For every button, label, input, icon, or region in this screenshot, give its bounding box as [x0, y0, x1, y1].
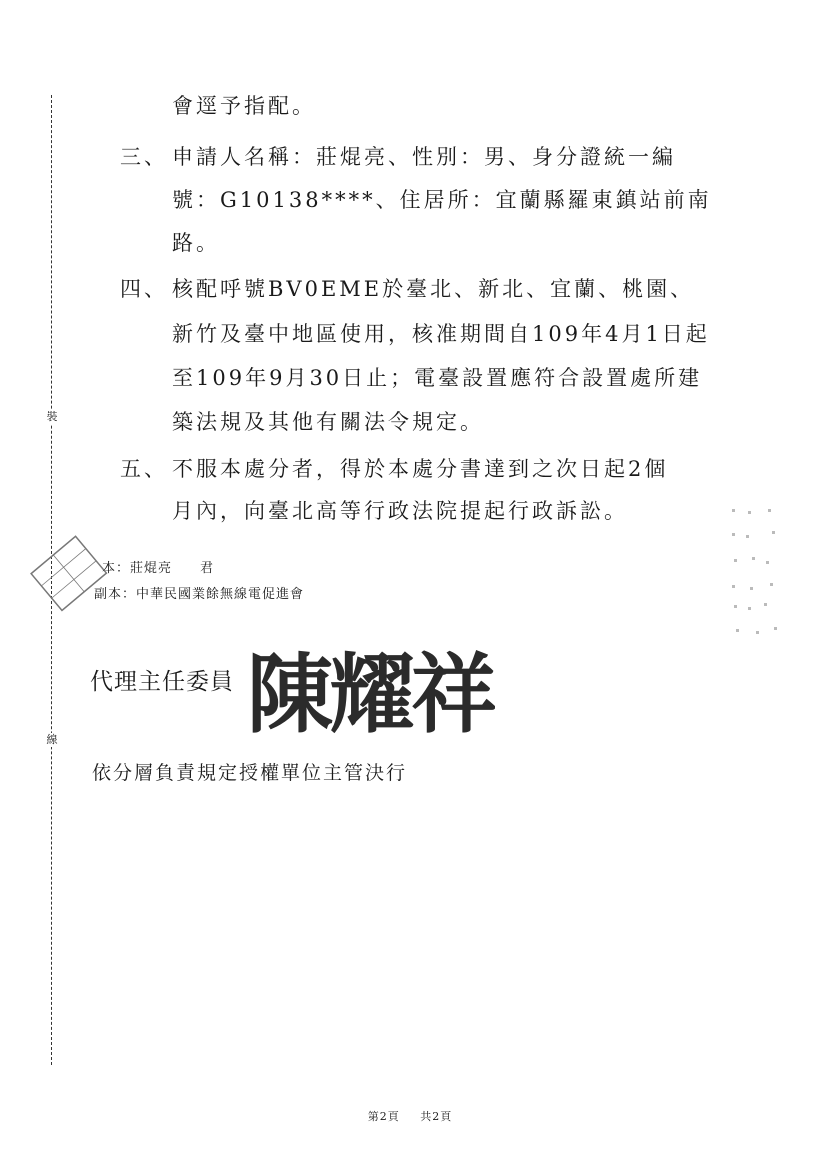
scan-artifact [728, 505, 788, 645]
item-continuation-line: 會逕予指配。 [172, 94, 316, 118]
page-number: 第2頁 [367, 1110, 400, 1123]
original-recipient: 本：莊焜亮 君 [102, 561, 215, 576]
item-5-line-1: 不服本處分者，得於本處分書達到之次日起2個 [172, 457, 669, 481]
signatory-signature [245, 632, 495, 737]
page-total: 共2頁 [420, 1110, 453, 1123]
signatory-title: 代理主任委員 [90, 669, 234, 695]
item-4-line-4: 築法規及其他有關法令規定。 [172, 410, 484, 434]
receipt-seal-stamp [28, 532, 108, 617]
item-4-line-2: 新竹及臺中地區使用，核准期間自109年4月1日起 [172, 322, 710, 346]
item-index-5: 五、 [120, 457, 168, 481]
signature-text: 陳耀祥 [247, 645, 493, 737]
item-index-3: 三、 [120, 145, 168, 169]
item-4-line-1: 核配呼號BV0EME於臺北、新北、宜蘭、桃園、 [172, 277, 695, 301]
item-5-line-2: 月內，向臺北高等行政法院提起行政訴訟。 [172, 499, 628, 523]
page-footer [0, 1108, 820, 1124]
item-index-4: 四、 [120, 277, 168, 301]
item-3-line-3: 路。 [172, 231, 220, 255]
item-4-line-3: 至109年9月30日止；電臺設置應符合設置處所建 [172, 366, 703, 390]
binding-label-bottom: 線 [46, 733, 58, 746]
item-3-line-2: 號：G10138****、住居所：宜蘭縣羅東鎮站前南 [172, 188, 712, 212]
binding-label-top: 裝 [46, 410, 58, 423]
delegation-note: 依分層負責規定授權單位主管決行 [92, 762, 408, 784]
copy-recipient: 副本：中華民國業餘無線電促進會 [94, 587, 305, 602]
item-3-line-1: 申請人名稱：莊焜亮、性別：男、身分證統一編 [172, 145, 676, 169]
